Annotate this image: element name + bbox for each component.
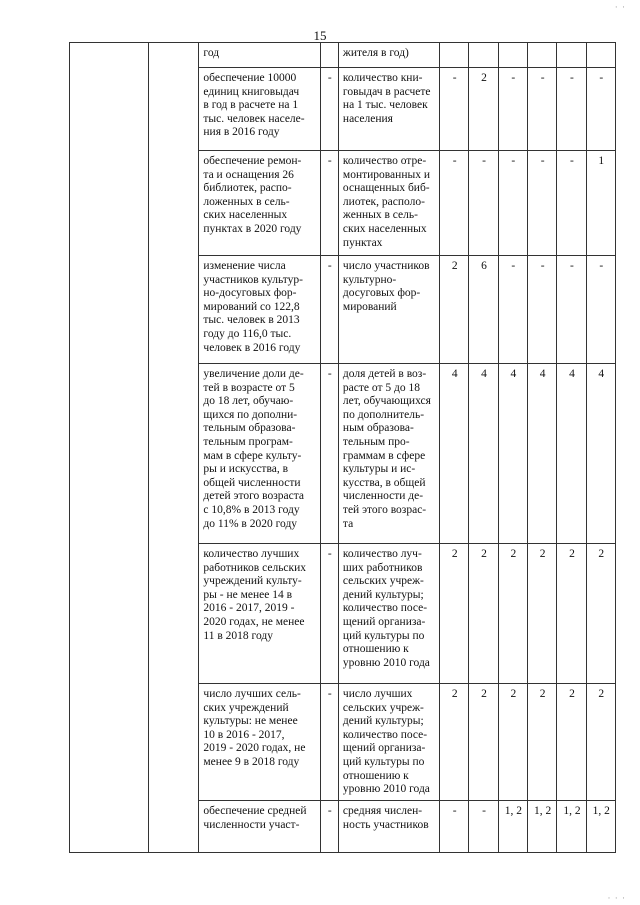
corner-mark-bottom: · · · [607,893,626,903]
flag-cell: - [320,256,338,364]
value-cell [498,43,527,68]
page-number: 15 [313,28,327,43]
table-row [70,43,616,68]
value-cell: 2 [440,256,469,364]
value-cell: 2 [586,684,615,801]
value-cell: 6 [469,256,498,364]
indicator-cell: количество луч- ших работников сельских учреж- дений культуры; количество посе- щений организа- ций культуры по отношению к уровню 2010 года [338,544,439,684]
goal-cell: обеспечение 10000 единиц книговыдач в год в расчете на 1 тыс. человек населе- ния в 2016 году [199,68,320,151]
value-cell [557,43,586,68]
flag-cell [320,43,338,68]
value-cell: 2 [557,684,586,801]
value-cell: 4 [498,364,527,544]
value-cell: 4 [440,364,469,544]
value-cell: - [469,151,498,256]
flag-cell: - [320,151,338,256]
value-cell: - [440,151,469,256]
value-cell: 2 [557,544,586,684]
indicator-cell: количество отре- монтированных и оснащенных биб- лиотек, располо- женных в сель- ских населенных пунктах [338,151,439,256]
value-cell: - [527,151,556,256]
indicator-cell: число лучших сельских учреж- дений культуры; количество посе- щений организа- ций культуры по отношению к уровню 2010 года [338,684,439,801]
value-cell: 4 [527,364,556,544]
indicator-cell: количество кни- говыдач в расчете на 1 тыс. человек населения [338,68,439,151]
value-cell: 4 [469,364,498,544]
value-cell: - [498,256,527,364]
flag-cell: - [320,544,338,684]
value-cell: - [557,68,586,151]
indicators-table [69,42,616,853]
goal-cell: обеспечение средней численности участ- [199,801,320,853]
value-cell: 1 [586,151,615,256]
value-cell: 1, 2 [557,801,586,853]
value-cell: 2 [498,544,527,684]
value-cell: 4 [586,364,615,544]
merged-cell-col1 [70,43,149,853]
indicator-cell: доля детей в воз- расте от 5 до 18 лет, обучающихся по дополнитель- ным образова- тельным про- граммам в сфере культуры и ис- кусства, в общей численности де- тей этого возрас- та [338,364,439,544]
value-cell: 1, 2 [498,801,527,853]
value-cell: - [557,151,586,256]
value-cell: 2 [527,544,556,684]
value-cell: 2 [440,544,469,684]
value-cell [469,43,498,68]
goal-cell: количество лучших работников сельских учреждений культу- ры - не менее 14 в 2016 - 2017, 2019 - 2020 годах, не менее 11 в 2018 году [199,544,320,684]
merged-cell-col2 [148,43,199,853]
value-cell: - [527,68,556,151]
goal-cell: изменение числа участников культур- но-досуговых фор- мирований со 122,8 тыс. человек в 2013 году до 116,0 тыс. человек в 2016 году [199,256,320,364]
value-cell: - [498,68,527,151]
goal-cell: год [199,43,320,68]
value-cell: 4 [557,364,586,544]
value-cell: - [557,256,586,364]
value-cell: - [469,801,498,853]
value-cell [440,43,469,68]
flag-cell: - [320,684,338,801]
value-cell: - [440,801,469,853]
goal-cell: увеличение доли де- тей в возрасте от 5 до 18 лет, обучаю- щихся по дополни- тельным образова- тельным програм- мам в сфере культу- ры и искусства, в общей численности детей этого возраста с 10,8% в 2013 году до 11% в 2020 году [199,364,320,544]
goal-cell: число лучших сель- ских учреждений культуры: не менее 10 в 2016 - 2017, 2019 - 2020 годах, не менее 9 в 2018 году [199,684,320,801]
value-cell: 2 [469,544,498,684]
value-cell [527,43,556,68]
value-cell: 1, 2 [586,801,615,853]
value-cell: 2 [469,68,498,151]
corner-mark-top: · · [614,2,626,12]
goal-cell: обеспечение ремон- та и оснащения 26 библиотек, распо- ложенных в сель- ских населенных пунктах в 2020 году [199,151,320,256]
value-cell: - [586,68,615,151]
value-cell: 2 [498,684,527,801]
value-cell: 1, 2 [527,801,556,853]
flag-cell: - [320,801,338,853]
value-cell: 2 [440,684,469,801]
value-cell: - [498,151,527,256]
value-cell: 2 [469,684,498,801]
value-cell: 2 [527,684,556,801]
value-cell: - [527,256,556,364]
value-cell [586,43,615,68]
flag-cell: - [320,364,338,544]
indicator-cell: число участников культурно- досуговых фор- мирований [338,256,439,364]
value-cell: - [586,256,615,364]
flag-cell: - [320,68,338,151]
indicator-cell: средняя числен- ность участников [338,801,439,853]
indicator-cell: жителя в год) [338,43,439,68]
value-cell: 2 [586,544,615,684]
value-cell: - [440,68,469,151]
